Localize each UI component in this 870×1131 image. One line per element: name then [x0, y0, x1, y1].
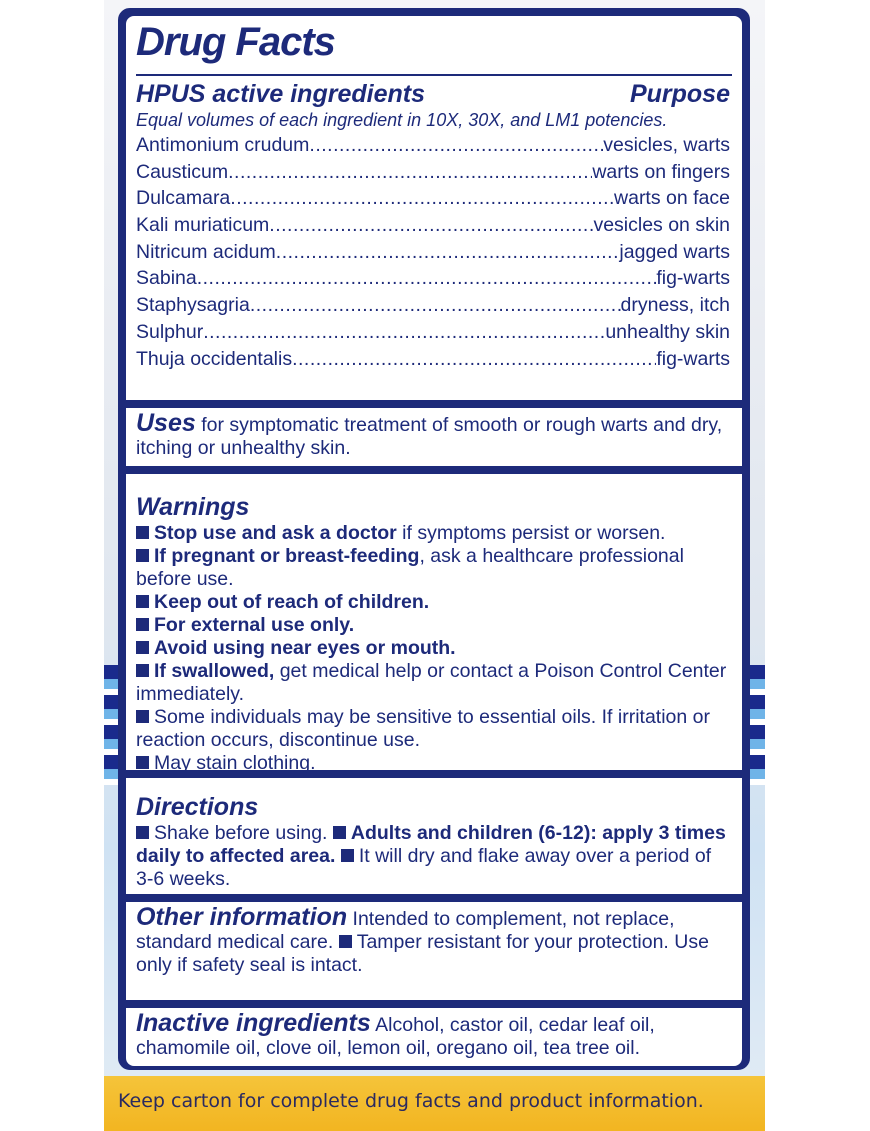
- ingredient-name: Kali muriaticum: [136, 214, 270, 237]
- active-ingredients-section: [126, 16, 742, 400]
- warnings-section: [126, 474, 742, 774]
- uses-text: for symptomatic treatment of smooth or rough warts and dry, itching or unhealthy skin.: [136, 414, 723, 459]
- inactive-ingredients-text: Alcohol, castor oil, cedar leaf oil, chamomile oil, clove oil, lemon oil, oregano oil, tea tree oil.: [136, 1014, 655, 1059]
- title-divider: [136, 74, 732, 76]
- warning-item: Some individuals may be sensitive to essential oils. If irritation or reaction occurs, discontinue use.: [136, 706, 710, 751]
- leader-dots: [203, 321, 605, 344]
- other-information-section: [126, 902, 742, 1000]
- ingredient-purpose: fig-warts: [656, 267, 730, 290]
- bullet-square-icon: [341, 849, 354, 862]
- ingredient-name: Sabina: [136, 267, 197, 290]
- direction-dosage: Adults and children (6-12): apply 3 times daily to affected area.: [136, 822, 726, 867]
- ingredient-purpose: unhealthy skin: [605, 320, 730, 343]
- inactive-ingredients-heading: Inactive ingredients: [136, 1009, 371, 1037]
- leader-dots: [250, 294, 621, 317]
- ingredient-purpose: fig-warts: [656, 347, 730, 370]
- directions-heading: Directions: [136, 793, 259, 821]
- leader-dots: [197, 267, 657, 290]
- other-info-complement: Intended to complement, not replace, standard medical care.: [136, 908, 675, 953]
- ingredient-row: [136, 187, 730, 214]
- warning-item: Avoid using near eyes or mouth.: [136, 637, 730, 660]
- ingredient-name: Antimonium crudum: [136, 134, 310, 156]
- uses-heading: Uses: [136, 409, 196, 437]
- purpose-heading: Purpose: [629, 80, 730, 108]
- ingredient-name: Staphysagria: [136, 294, 250, 317]
- leader-dots: [269, 214, 593, 237]
- leader-dots: [309, 134, 603, 157]
- bullet-square-icon: [136, 710, 149, 723]
- direction-shake: Shake before using.: [154, 822, 328, 844]
- ingredient-row: [136, 161, 730, 188]
- bullet-square-icon: [136, 826, 149, 839]
- bullet-square-icon: [136, 595, 149, 608]
- ingredient-name: Thuja occidentalis: [136, 347, 293, 370]
- bullet-square-icon: [136, 549, 149, 562]
- warning-item: If pregnant or breast-feeding, ask a healthcare professional before use.: [136, 545, 684, 590]
- other-information-heading: Other information: [136, 903, 348, 931]
- bullet-square-icon: [333, 826, 346, 839]
- directions-section: [126, 778, 742, 894]
- uses-section: [126, 408, 742, 466]
- warning-item: If swallowed, get medical help or contact a Poison Control Center immediately.: [136, 660, 727, 705]
- ingredient-row: [136, 294, 730, 321]
- potency-note: Equal volumes of each ingredient in 10X, 30X, and LM1 potencies.: [136, 110, 668, 130]
- bullet-square-icon: [136, 618, 149, 631]
- warnings-heading: Warnings: [136, 493, 250, 521]
- ingredient-row: [136, 134, 730, 161]
- ingredient-row: [136, 214, 730, 241]
- leader-dots: [230, 187, 614, 210]
- banner-text: Keep carton for complete drug facts and product information.: [118, 1090, 704, 1112]
- bullet-square-icon: [136, 526, 149, 539]
- ingredient-purpose: jagged warts: [619, 240, 730, 263]
- warning-item: For external use only.: [136, 614, 730, 637]
- leader-dots: [292, 348, 656, 371]
- drug-facts-title: Drug Facts: [136, 20, 335, 64]
- leader-dots: [276, 241, 620, 264]
- ingredient-name: Causticum: [136, 160, 229, 183]
- warning-item: Keep out of reach of children.: [136, 591, 730, 614]
- ingredient-row: [136, 267, 730, 294]
- direction-duration: It will dry and flake away over a period of 3-6 weeks.: [136, 845, 712, 890]
- warning-item: May stain clothing.: [136, 752, 730, 775]
- ingredient-purpose: warts on face: [614, 187, 730, 210]
- bullet-square-icon: [339, 935, 352, 948]
- ingredient-row: [136, 348, 730, 375]
- ingredient-row: [136, 241, 730, 268]
- ingredient-purpose: vesicles on skin: [593, 214, 730, 237]
- ingredient-name: Nitricum acidum: [136, 240, 276, 263]
- bullet-square-icon: [136, 641, 149, 654]
- bullet-square-icon: [136, 664, 149, 677]
- ingredient-purpose: warts on fingers: [592, 160, 730, 183]
- inactive-ingredients-section: [126, 1008, 742, 1066]
- ingredient-purpose: dryness, itch: [620, 294, 730, 317]
- ingredient-list: [136, 134, 730, 374]
- warning-item: Stop use and ask a doctor if symptoms persist or worsen.: [136, 522, 730, 545]
- active-ingredients-heading: HPUS active ingredients: [136, 80, 425, 108]
- drug-facts-panel: [118, 8, 750, 1070]
- bullet-square-icon: [136, 756, 149, 769]
- leader-dots: [228, 161, 592, 184]
- other-info-tamper: Tamper resistant for your protection. Use only if safety seal is intact.: [136, 931, 709, 976]
- keep-carton-banner: [104, 1076, 765, 1131]
- ingredient-purpose: vesicles, warts: [603, 134, 730, 156]
- ingredient-row: [136, 321, 730, 348]
- ingredient-name: Dulcamara: [136, 187, 231, 210]
- ingredient-name: Sulphur: [136, 320, 204, 343]
